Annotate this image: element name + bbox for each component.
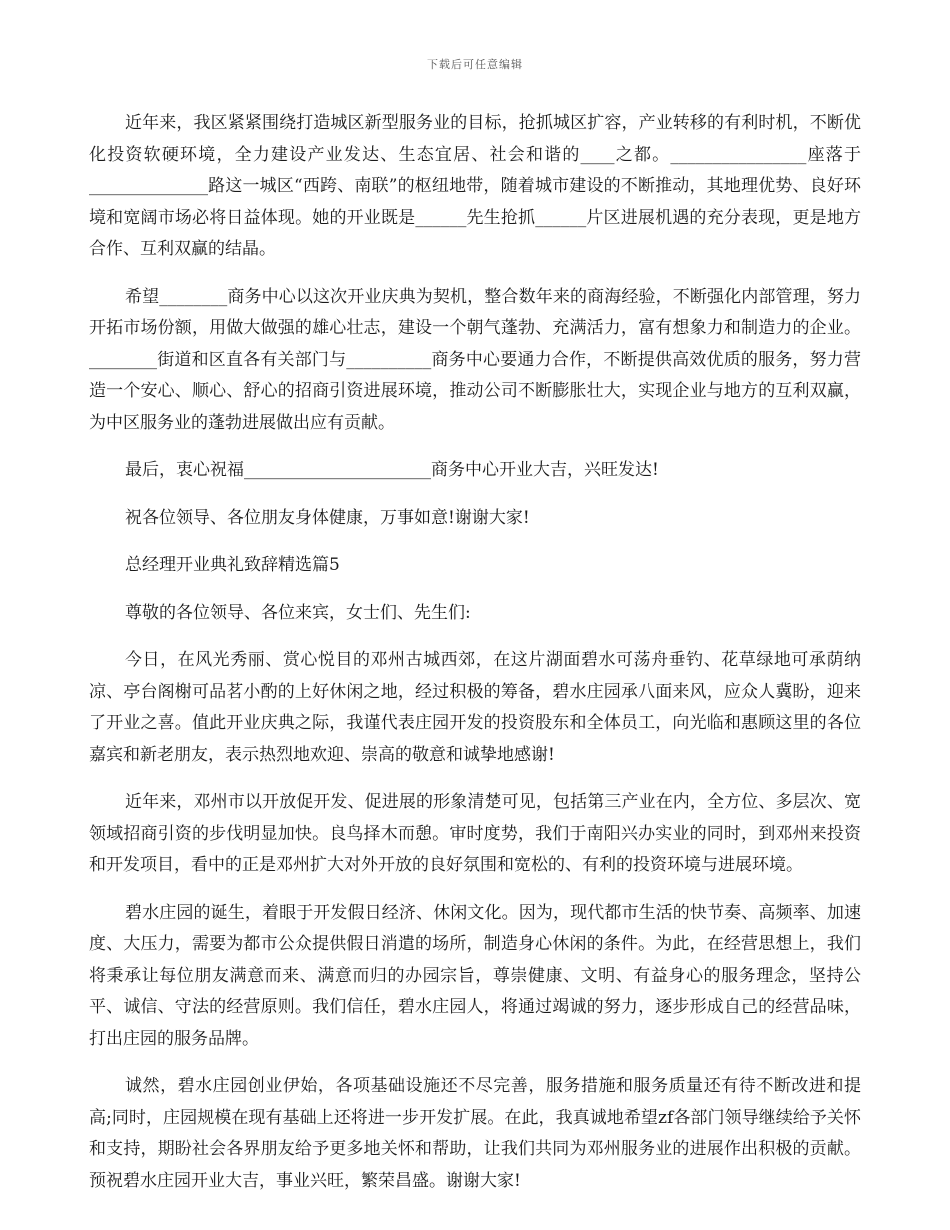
page-header: 下载后可任意编辑 bbox=[427, 58, 523, 71]
paragraph-closing: 诚然，碧水庄园创业伊始，各项基础设施还不尽完善，服务措施和服务质量还有待不断改进和提高;同时，庄园规模在现有基础上还将进一步开发扩展。在此，我真诚地希望zf各部门领导继续给予关怀和支持，期盼社会各界朋友给予更多地关怀和帮助，让我们共同为邓州服务业的进展作出积极的贡献。预祝碧水庄园开业大吉，事业兴旺，繁荣昌盛。谢谢大家! bbox=[89, 1076, 861, 1191]
paragraph-wishes: 祝各位领导、各位朋友身体健康，万事如意!谢谢大家! bbox=[125, 507, 530, 528]
section-title: 总经理开业典礼致辞精选篇5 bbox=[125, 555, 340, 575]
paragraph-philosophy: 碧水庄园的诞生，着眼于开发假日经济、休闲文化。因为，现代都市生活的快节奏、高频率、加速度、大压力，需要为都市公众提供假日消遣的场所，制造身心休闲的条件。为此，在经营思想上，我们将秉承让每位朋友满意而来、满意而归的办园宗旨，尊崇健康、文明、有益身心的服务理念，坚持公平、诚信、守法的经营原则。我们信任，碧水庄园人，将通过竭诚的努力，逐步形成自己的经营品味，打出庄园的服务品牌。 bbox=[89, 902, 861, 1049]
salutation: 尊敬的各位领导、各位来宾，女士们、先生们: bbox=[125, 602, 471, 623]
paragraph-investment: 近年来，邓州市以开放促开发、促进展的形象清楚可见，包括第三产业在内，全方位、多层次、宽领域招商引资的步伐明显加快。良鸟择木而憩。审时度势，我们于南阳兴办实业的同时，到邓州来投资和开发项目，看中的正是邓州扩大对外开放的良好氛围和宽松的、有利的投资环境与进展环境。 bbox=[89, 792, 861, 875]
paragraph-blessing: 最后，衷心祝福______________________商务中心开业大吉，兴旺发达! bbox=[125, 460, 659, 480]
paragraph-hope: 希望________商务中心以这次开业庆典为契机，整合数年来的商海经验，不断强化内部管理，努力开拓市场份额，用做大做强的雄心壮志，建设一个朝气蓬勃、充满活力，富有想象力和制造力的企业。________街道和区直各有关部门与__________商务中心要通力合作，不断提供高效优质的服务，努力营造一个安心、顺心、舒心的招商引资进展环境，推动公司不断膨胀壮大，实现企业与地方的互利双赢，为中区服务业的蓬勃进展做出应有贡献。 bbox=[89, 286, 861, 433]
paragraph-intro-development: 近年来，我区紧紧围绕打造城区新型服务业的目标，抢抓城区扩容，产业转移的有利时机，不断优化投资软硬环境，全力建设产业发达、生态宜居、社会和谐的____之都。________________座落于______________路这一城区“西跨、南联”的枢纽地带，随着城市建设的不断推动，其地理优势、良好环境和宽阔市场必将日益体现。她的开业既是______先生抢抓______片区进展机遇的充分表现，更是地方合作、互利双赢的结晶。 bbox=[89, 113, 861, 259]
document-body bbox=[89, 108, 861, 1213]
paragraph-opening: 今日，在风光秀丽、赏心悦目的邓州古城西郊，在这片湖面碧水可荡舟垂钓、花草绿地可承荫纳凉、亭台阁榭可品茗小酌的上好休闲之地，经过积极的筹备，碧水庄园承八面来风，应众人冀盼，迎来了开业之喜。值此开业庆典之际，我谨代表庄园开发的投资股东和全体员工，向光临和惠顾这里的各位嘉宾和新老朋友，表示热烈地欢迎、崇高的敬意和诚挚地感谢! bbox=[89, 650, 861, 765]
